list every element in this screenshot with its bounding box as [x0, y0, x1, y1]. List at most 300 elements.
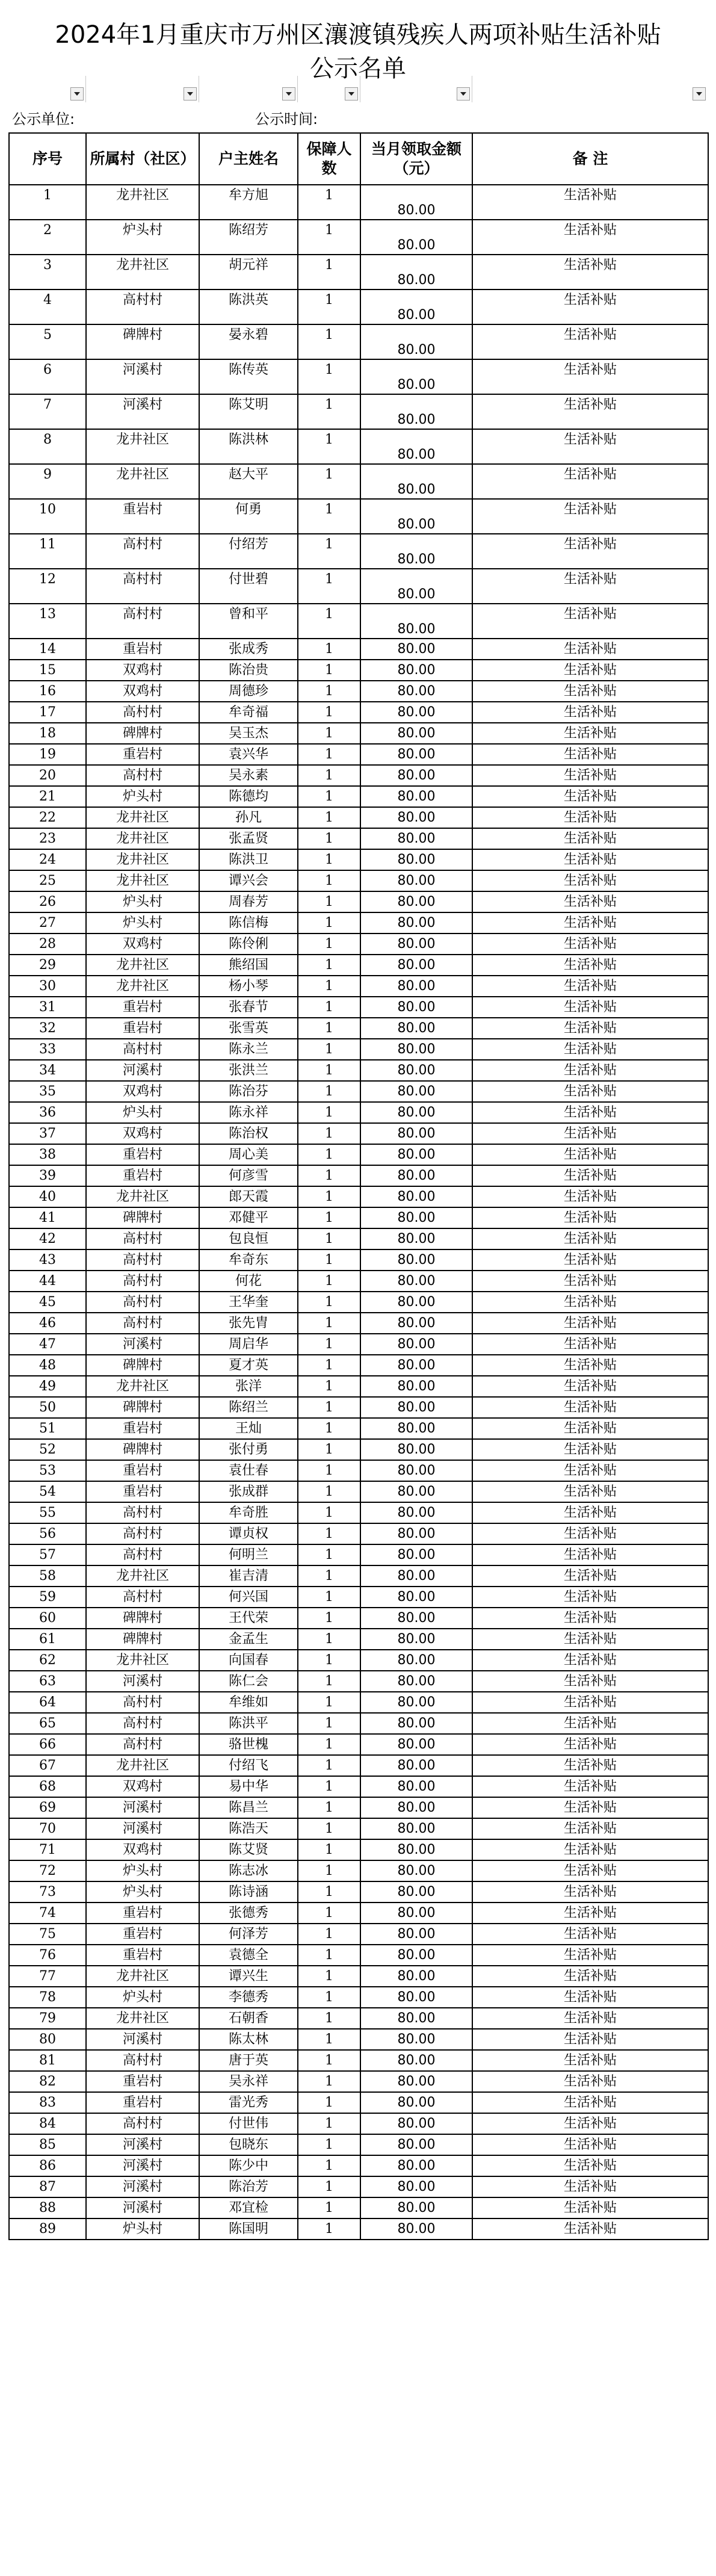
cell-village: 碑牌村 — [86, 1355, 199, 1376]
cell-village: 重岩村 — [86, 1165, 199, 1186]
table-row — [9, 1945, 708, 1966]
cell-no: 43 — [9, 1249, 86, 1271]
cell-amount: 80.00 — [360, 1608, 472, 1629]
cell-name: 牟方旭 — [199, 185, 298, 220]
cell-count: 1 — [298, 1397, 360, 1418]
cell-count: 1 — [298, 786, 360, 807]
cell-amount: 80.00 — [360, 1123, 472, 1144]
cell-village: 炉头村 — [86, 1102, 199, 1123]
cell-count: 1 — [298, 1734, 360, 1755]
cell-count: 1 — [298, 997, 360, 1018]
cell-village: 重岩村 — [86, 744, 199, 765]
table-row — [9, 1313, 708, 1334]
cell-village: 龙井社区 — [86, 2008, 199, 2029]
cell-no: 24 — [9, 849, 86, 870]
cell-village: 双鸡村 — [86, 681, 199, 702]
cell-village: 炉头村 — [86, 1860, 199, 1881]
cell-note: 生活补贴 — [472, 1692, 708, 1713]
cell-count: 1 — [298, 2092, 360, 2113]
cell-count: 1 — [298, 2008, 360, 2029]
cell-village: 河溪村 — [86, 2134, 199, 2155]
cell-name: 张德秀 — [199, 1903, 298, 1924]
table-row — [9, 765, 708, 786]
cell-village: 龙井社区 — [86, 849, 199, 870]
table-row — [9, 499, 708, 534]
cell-name: 陈永祥 — [199, 1102, 298, 1123]
cell-name: 陈治芬 — [199, 1081, 298, 1102]
filter-dropdown-icon[interactable] — [345, 87, 358, 101]
table-row — [9, 220, 708, 255]
cell-no: 85 — [9, 2134, 86, 2155]
cell-amount: 80.00 — [360, 359, 472, 394]
cell-no: 88 — [9, 2197, 86, 2218]
table-row — [9, 429, 708, 464]
cell-note: 生活补贴 — [472, 870, 708, 891]
cell-village: 碑牌村 — [86, 324, 199, 359]
cell-village: 河溪村 — [86, 394, 199, 429]
cell-note: 生活补贴 — [472, 1292, 708, 1313]
cell-no: 15 — [9, 660, 86, 681]
cell-note: 生活补贴 — [472, 1755, 708, 1776]
cell-name: 王代荣 — [199, 1608, 298, 1629]
cell-name: 付绍飞 — [199, 1755, 298, 1776]
title-line-2: 公示名单 — [310, 55, 406, 82]
cell-count: 1 — [298, 1039, 360, 1060]
cell-amount: 80.00 — [360, 324, 472, 359]
cell-amount: 80.00 — [360, 702, 472, 723]
cell-amount: 80.00 — [360, 1292, 472, 1313]
cell-note: 生活补贴 — [472, 1502, 708, 1523]
cell-name: 陈永兰 — [199, 1039, 298, 1060]
cell-amount: 80.00 — [360, 1966, 472, 1987]
cell-note: 生活补贴 — [472, 744, 708, 765]
cell-amount: 80.00 — [360, 220, 472, 255]
cell-amount: 80.00 — [360, 1565, 472, 1587]
cell-name: 何明兰 — [199, 1544, 298, 1565]
table-row — [9, 289, 708, 324]
cell-no: 35 — [9, 1081, 86, 1102]
cell-count: 1 — [298, 765, 360, 786]
cell-amount: 80.00 — [360, 849, 472, 870]
table-row — [9, 1165, 708, 1186]
cell-count: 1 — [298, 1460, 360, 1481]
cell-amount: 80.00 — [360, 1313, 472, 1334]
cell-village: 炉头村 — [86, 1881, 199, 1903]
cell-amount: 80.00 — [360, 1334, 472, 1355]
cell-amount: 80.00 — [360, 2134, 472, 2155]
cell-note: 生活补贴 — [472, 702, 708, 723]
cell-note: 生活补贴 — [472, 1818, 708, 1839]
cell-amount: 80.00 — [360, 1587, 472, 1608]
cell-village: 龙井社区 — [86, 955, 199, 976]
cell-amount: 80.00 — [360, 1207, 472, 1228]
table-row — [9, 1039, 708, 1060]
cell-name: 张洪兰 — [199, 1060, 298, 1081]
cell-amount: 80.00 — [360, 2008, 472, 2029]
cell-note: 生活补贴 — [472, 828, 708, 849]
cell-village: 双鸡村 — [86, 660, 199, 681]
cell-note: 生活补贴 — [472, 1439, 708, 1460]
table-row — [9, 464, 708, 499]
cell-no: 39 — [9, 1165, 86, 1186]
table-row — [9, 1860, 708, 1881]
cell-no: 80 — [9, 2029, 86, 2050]
cell-amount: 80.00 — [360, 1692, 472, 1713]
cell-village: 龙井社区 — [86, 1565, 199, 1587]
cell-amount: 80.00 — [360, 1081, 472, 1102]
cell-note: 生活补贴 — [472, 1881, 708, 1903]
cell-name: 陈治芳 — [199, 2176, 298, 2197]
cell-name: 王灿 — [199, 1418, 298, 1439]
cell-count: 1 — [298, 2029, 360, 2050]
cell-count: 1 — [298, 534, 360, 569]
cell-amount: 80.00 — [360, 828, 472, 849]
cell-note: 生活补贴 — [472, 220, 708, 255]
cell-count: 1 — [298, 933, 360, 955]
cell-name: 包良恒 — [199, 1228, 298, 1249]
cell-note: 生活补贴 — [472, 1945, 708, 1966]
cell-count: 1 — [298, 604, 360, 639]
table-body — [9, 185, 708, 2240]
cell-name: 陈洪平 — [199, 1713, 298, 1734]
table-row — [9, 1355, 708, 1376]
table-row — [9, 891, 708, 912]
cell-note: 生活补贴 — [472, 1776, 708, 1797]
cell-village: 高村村 — [86, 534, 199, 569]
table-row — [9, 1713, 708, 1734]
table-row — [9, 1460, 708, 1481]
cell-note: 生活补贴 — [472, 1839, 708, 1860]
cell-name: 袁兴华 — [199, 744, 298, 765]
cell-no: 18 — [9, 723, 86, 744]
cell-amount: 80.00 — [360, 1924, 472, 1945]
filter-dropdown-icon[interactable] — [457, 87, 470, 101]
cell-name: 孙凡 — [199, 807, 298, 828]
cell-no: 12 — [9, 569, 86, 604]
table-row — [9, 1966, 708, 1987]
cell-count: 1 — [298, 976, 360, 997]
cell-note: 生活补贴 — [472, 1186, 708, 1207]
cell-count: 1 — [298, 1650, 360, 1671]
cell-village: 龙井社区 — [86, 1186, 199, 1207]
cell-name: 周春芳 — [199, 891, 298, 912]
table-row — [9, 976, 708, 997]
cell-amount: 80.00 — [360, 1987, 472, 2008]
cell-village: 炉头村 — [86, 2218, 199, 2240]
cell-no: 73 — [9, 1881, 86, 1903]
cell-no: 89 — [9, 2218, 86, 2240]
cell-note: 生活补贴 — [472, 2050, 708, 2071]
table-row — [9, 660, 708, 681]
cell-name: 吴永祥 — [199, 2071, 298, 2092]
cell-count: 1 — [298, 1376, 360, 1397]
cell-note: 生活补贴 — [472, 976, 708, 997]
cell-name: 陈德均 — [199, 786, 298, 807]
cell-name: 唐于英 — [199, 2050, 298, 2071]
filter-dropdown-icon[interactable] — [70, 87, 84, 101]
table-row — [9, 2092, 708, 2113]
cell-no: 29 — [9, 955, 86, 976]
table-row — [9, 1523, 708, 1544]
cell-amount: 80.00 — [360, 744, 472, 765]
cell-count: 1 — [298, 2176, 360, 2197]
cell-note: 生活补贴 — [472, 1671, 708, 1692]
cell-name: 陈志冰 — [199, 1860, 298, 1881]
filter-cell-village — [85, 76, 199, 102]
table-row — [9, 997, 708, 1018]
cell-note: 生活补贴 — [472, 1334, 708, 1355]
cell-note: 生活补贴 — [472, 2092, 708, 2113]
cell-village: 龙井社区 — [86, 464, 199, 499]
cell-village: 龙井社区 — [86, 1650, 199, 1671]
cell-count: 1 — [298, 1945, 360, 1966]
cell-village: 重岩村 — [86, 1144, 199, 1165]
col-header-amount: 当月领取金额（元） — [360, 133, 472, 185]
cell-name: 吴玉杰 — [199, 723, 298, 744]
cell-no: 60 — [9, 1608, 86, 1629]
cell-note: 生活补贴 — [472, 1650, 708, 1671]
filter-cell-amount — [360, 76, 472, 102]
table-row — [9, 324, 708, 359]
cell-name: 陈绍兰 — [199, 1397, 298, 1418]
cell-village: 炉头村 — [86, 912, 199, 933]
cell-name: 张春节 — [199, 997, 298, 1018]
filter-cell-note — [472, 76, 708, 102]
cell-village: 河溪村 — [86, 1797, 199, 1818]
cell-village: 双鸡村 — [86, 1081, 199, 1102]
cell-amount: 80.00 — [360, 1797, 472, 1818]
cell-name: 陈洪英 — [199, 289, 298, 324]
table-row — [9, 1186, 708, 1207]
table-row — [9, 912, 708, 933]
cell-no: 23 — [9, 828, 86, 849]
cell-count: 1 — [298, 1713, 360, 1734]
cell-name: 崔吉清 — [199, 1565, 298, 1587]
cell-note: 生活补贴 — [472, 2218, 708, 2240]
cell-name: 晏永碧 — [199, 324, 298, 359]
cell-note: 生活补贴 — [472, 955, 708, 976]
cell-no: 50 — [9, 1397, 86, 1418]
cell-no: 16 — [9, 681, 86, 702]
cell-count: 1 — [298, 1776, 360, 1797]
cell-village: 碑牌村 — [86, 1439, 199, 1460]
table-row — [9, 1271, 708, 1292]
cell-no: 2 — [9, 220, 86, 255]
cell-amount: 80.00 — [360, 1860, 472, 1881]
cell-name: 陈信梅 — [199, 912, 298, 933]
cell-no: 26 — [9, 891, 86, 912]
cell-count: 1 — [298, 1249, 360, 1271]
cell-count: 1 — [298, 1292, 360, 1313]
cell-village: 重岩村 — [86, 1481, 199, 1502]
cell-no: 42 — [9, 1228, 86, 1249]
table-row — [9, 1292, 708, 1313]
cell-village: 碑牌村 — [86, 1207, 199, 1228]
cell-village: 龙井社区 — [86, 1755, 199, 1776]
cell-amount: 80.00 — [360, 1713, 472, 1734]
filter-bar — [8, 76, 708, 102]
cell-village: 河溪村 — [86, 359, 199, 394]
cell-amount: 80.00 — [360, 1629, 472, 1650]
cell-amount: 80.00 — [360, 1397, 472, 1418]
cell-no: 34 — [9, 1060, 86, 1081]
cell-count: 1 — [298, 1334, 360, 1355]
table-row — [9, 2155, 708, 2176]
table-row — [9, 1755, 708, 1776]
cell-count: 1 — [298, 1271, 360, 1292]
table-row — [9, 1418, 708, 1439]
cell-village: 高村村 — [86, 569, 199, 604]
table-row — [9, 185, 708, 220]
cell-no: 5 — [9, 324, 86, 359]
table-row — [9, 604, 708, 639]
cell-name: 陈昌兰 — [199, 1797, 298, 1818]
cell-village: 高村村 — [86, 1523, 199, 1544]
cell-count: 1 — [298, 359, 360, 394]
cell-amount: 80.00 — [360, 765, 472, 786]
table-row — [9, 1903, 708, 1924]
cell-name: 陈治贵 — [199, 660, 298, 681]
table-row — [9, 807, 708, 828]
cell-note: 生活补贴 — [472, 1102, 708, 1123]
cell-no: 52 — [9, 1439, 86, 1460]
cell-village: 河溪村 — [86, 1818, 199, 1839]
cell-amount: 80.00 — [360, 534, 472, 569]
cell-note: 生活补贴 — [472, 569, 708, 604]
cell-amount: 80.00 — [360, 185, 472, 220]
table-row — [9, 534, 708, 569]
cell-village: 重岩村 — [86, 997, 199, 1018]
cell-count: 1 — [298, 1502, 360, 1523]
cell-note: 生活补贴 — [472, 933, 708, 955]
cell-count: 1 — [298, 1081, 360, 1102]
cell-note: 生活补贴 — [472, 1313, 708, 1334]
cell-no: 72 — [9, 1860, 86, 1881]
cell-count: 1 — [298, 1481, 360, 1502]
cell-note: 生活补贴 — [472, 1144, 708, 1165]
cell-amount: 80.00 — [360, 1039, 472, 1060]
cell-village: 龙井社区 — [86, 1376, 199, 1397]
cell-amount: 80.00 — [360, 1650, 472, 1671]
cell-count: 1 — [298, 2155, 360, 2176]
cell-name: 王华奎 — [199, 1292, 298, 1313]
cell-amount: 80.00 — [360, 1755, 472, 1776]
cell-no: 74 — [9, 1903, 86, 1924]
cell-note: 生活补贴 — [472, 1629, 708, 1650]
cell-amount: 80.00 — [360, 1249, 472, 1271]
cell-name: 付世伟 — [199, 2113, 298, 2134]
cell-name: 谭兴生 — [199, 1966, 298, 1987]
cell-no: 58 — [9, 1565, 86, 1587]
cell-count: 1 — [298, 723, 360, 744]
table-header-row — [9, 133, 708, 185]
cell-note: 生活补贴 — [472, 2029, 708, 2050]
cell-name: 赵大平 — [199, 464, 298, 499]
table-row — [9, 2134, 708, 2155]
table-row — [9, 2050, 708, 2071]
cell-village: 高村村 — [86, 2113, 199, 2134]
cell-note: 生活补贴 — [472, 1039, 708, 1060]
cell-note: 生活补贴 — [472, 1060, 708, 1081]
cell-name: 陈太林 — [199, 2029, 298, 2050]
cell-note: 生活补贴 — [472, 2155, 708, 2176]
cell-name: 陈国明 — [199, 2218, 298, 2240]
cell-name: 周德珍 — [199, 681, 298, 702]
cell-count: 1 — [298, 744, 360, 765]
cell-note: 生活补贴 — [472, 1355, 708, 1376]
cell-note: 生活补贴 — [472, 891, 708, 912]
cell-no: 57 — [9, 1544, 86, 1565]
cell-no: 54 — [9, 1481, 86, 1502]
cell-name: 谭兴会 — [199, 870, 298, 891]
cell-note: 生活补贴 — [472, 1987, 708, 2008]
table-row — [9, 1650, 708, 1671]
col-header-no: 序号 — [9, 133, 86, 185]
filter-dropdown-icon[interactable] — [282, 87, 295, 101]
cell-name: 袁仕春 — [199, 1460, 298, 1481]
cell-note: 生活补贴 — [472, 1418, 708, 1439]
cell-no: 77 — [9, 1966, 86, 1987]
table-row — [9, 1629, 708, 1650]
cell-count: 1 — [298, 1418, 360, 1439]
cell-name: 胡元祥 — [199, 255, 298, 289]
cell-name: 邓宜检 — [199, 2197, 298, 2218]
cell-no: 32 — [9, 1018, 86, 1039]
cell-count: 1 — [298, 891, 360, 912]
cell-note: 生活补贴 — [472, 849, 708, 870]
cell-amount: 80.00 — [360, 1544, 472, 1565]
filter-dropdown-icon[interactable] — [693, 87, 706, 101]
table-row — [9, 1144, 708, 1165]
cell-note: 生活补贴 — [472, 464, 708, 499]
filter-dropdown-icon[interactable] — [184, 87, 197, 101]
cell-no: 25 — [9, 870, 86, 891]
cell-no: 11 — [9, 534, 86, 569]
cell-amount: 80.00 — [360, 1818, 472, 1839]
cell-note: 生活补贴 — [472, 1544, 708, 1565]
cell-name: 杨小琴 — [199, 976, 298, 997]
cell-count: 1 — [298, 255, 360, 289]
cell-village: 高村村 — [86, 1039, 199, 1060]
cell-count: 1 — [298, 1860, 360, 1881]
cell-note: 生活补贴 — [472, 1271, 708, 1292]
cell-count: 1 — [298, 1755, 360, 1776]
cell-name: 郎天霞 — [199, 1186, 298, 1207]
cell-no: 63 — [9, 1671, 86, 1692]
table-row — [9, 1123, 708, 1144]
table-row — [9, 1818, 708, 1839]
cell-no: 28 — [9, 933, 86, 955]
cell-village: 炉头村 — [86, 786, 199, 807]
cell-amount: 80.00 — [360, 1271, 472, 1292]
cell-amount: 80.00 — [360, 1018, 472, 1039]
cell-no: 22 — [9, 807, 86, 828]
cell-village: 龙井社区 — [86, 870, 199, 891]
cell-count: 1 — [298, 1565, 360, 1587]
cell-note: 生活补贴 — [472, 912, 708, 933]
cell-note: 生活补贴 — [472, 1081, 708, 1102]
cell-village: 双鸡村 — [86, 1776, 199, 1797]
cell-amount: 80.00 — [360, 1165, 472, 1186]
cell-no: 70 — [9, 1818, 86, 1839]
cell-name: 付世碧 — [199, 569, 298, 604]
table-row — [9, 2008, 708, 2029]
table-row — [9, 849, 708, 870]
cell-amount: 80.00 — [360, 1144, 472, 1165]
cell-amount: 80.00 — [360, 1186, 472, 1207]
cell-count: 1 — [298, 569, 360, 604]
table-row — [9, 1881, 708, 1903]
